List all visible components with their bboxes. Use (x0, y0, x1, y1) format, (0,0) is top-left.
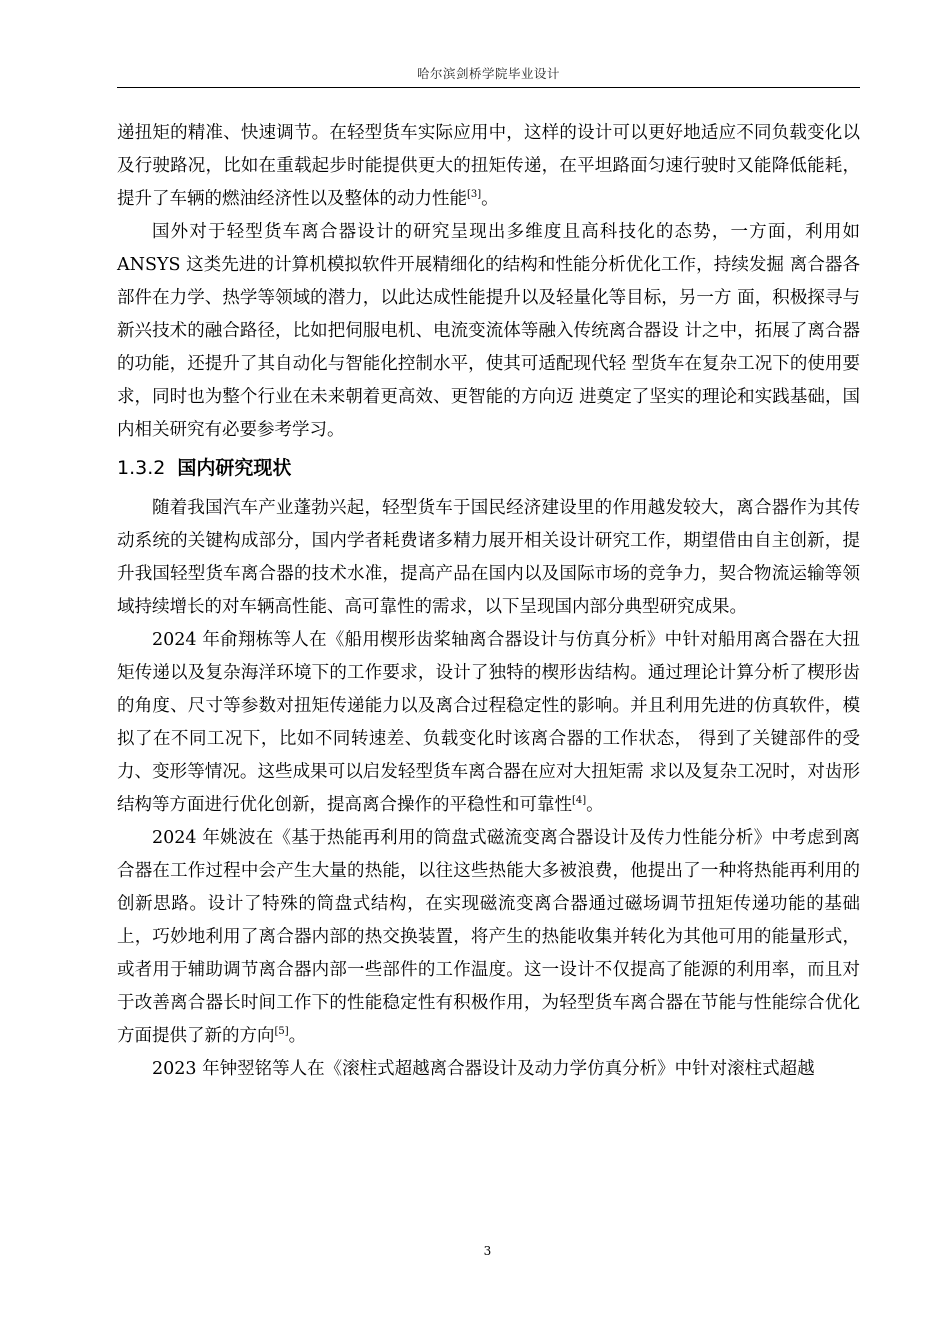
paragraph-text: 随着我国汽车产业蓬勃兴起，轻型货车于国民经济建设里的作用越发较大，离合器作为其传动系统的关键构成部分，国内学者耗费诸多精力展开相关设计研究工作，期望借由自主创新，提升我国轻型货车离合器的技术水准，提高产品在国内以及国际市场的竞争力，契合物流运输等领域持续增长的对车辆高性能、高可靠性的需求，以下呈现国内部分典型研究成果。 (117, 498, 860, 617)
paragraph-text: 2023 年钟翌铭等人在《滚柱式超越离合器设计及动力学仿真分析》中针对滚柱式超越 (152, 1059, 815, 1079)
paragraph-text: 2024 年姚波在《基于热能再利用的筒盘式磁流变离合器设计及传力性能分析》中考虑到离合器在工作过程中会产生大量的热能，以往这些热能大多被浪费，他提出了一种将热能再利用的创新思路。设计了特殊的筒盘式结构，在实现磁流变离合器通过磁场调节扭矩传递功能的基础上，巧妙地利用了离合器内部的热交换装置，将产生的热能收集并转化为其他可用的能量形式，或者用于辅助调节离合器内部一些部件的工作温度。这一设计不仅提高了能源的利用率，而且对于改善离合器长时间工作下的性能稳定性有积极作用，为轻型货车离合器在节能与性能综合优化方面提供了新的方向 (117, 828, 860, 1046)
citation: [3] (467, 189, 482, 201)
paragraph-text: 国外对于轻型货车离合器设计的研究呈现出多维度且高科技化的态势，一方面，利用如 ANSYS 这类先进的计算机模拟软件开展精细化的结构和性能分析优化工作，持续发掘 离合器各部件在力学、热学等领域的潜力，以此达成性能提升以及轻量化等目标，另一方 面，积极探寻与新兴技术的融合路径，比如把伺服电机、电流变流体等融入传统离合器设 计之中，拓展了离合器的功能，还提升了其自动化与智能化控制水平，使其可适配现代轻 型货车在复杂工况下的使用要求，同时也为整个行业在未来朝着更高效、更智能的方向迈 进奠定了坚实的理论和实践基础，国内相关研究有必要参考学习。 (117, 222, 860, 440)
header-rule (117, 87, 860, 88)
citation: [4] (572, 795, 587, 807)
paragraph (117, 1053, 860, 1086)
paragraph-end: 。 (481, 189, 499, 209)
paragraph-text: 递扭矩的精准、快速调节。在轻型货车实际应用中，这样的设计可以更好地适应不同负载变化以及行驶路况，比如在重载起步时能提供更大的扭矩传递，在平坦路面匀速行驶时又能降低能耗，提升了车辆的燃油经济性以及整体的动力性能 (117, 123, 860, 209)
paragraph-end: 。 (586, 795, 604, 815)
paragraph (117, 624, 860, 822)
page-header: 哈尔滨剑桥学院毕业设计 (416, 66, 560, 81)
paragraph (117, 822, 860, 1053)
paragraph-text: 2024 年俞翔栋等人在《船用楔形齿桨轴离合器设计与仿真分析》中针对船用离合器在大扭矩传递以及复杂海洋环境下的工作要求，设计了独特的楔形齿结构。通过理论计算分析了楔形齿的角度、尺寸等参数对扭矩传递能力以及离合过程稳定性的影响。并且利用先进的仿真软件，模拟了在不同工况下，比如不同转速差、负载变化时该离合器的工作状态， 得到了关键部件的受力、变形等情况。这些成果可以启发轻型货车离合器在应对大扭矩需 求以及复杂工况时，对齿形结构等方面进行优化创新，提高离合操作的平稳性和可靠性 (117, 630, 860, 815)
paragraph (117, 117, 860, 216)
section-heading (117, 457, 860, 479)
section-number: 1.3.2 (117, 457, 166, 479)
page-number: 3 (483, 1244, 492, 1258)
paragraph (117, 216, 860, 447)
citation: [5] (274, 1026, 289, 1038)
paragraph-end: 。 (288, 1026, 307, 1046)
paragraph (117, 492, 860, 624)
body-content (117, 117, 860, 1086)
section-title: 国内研究现状 (177, 457, 292, 479)
